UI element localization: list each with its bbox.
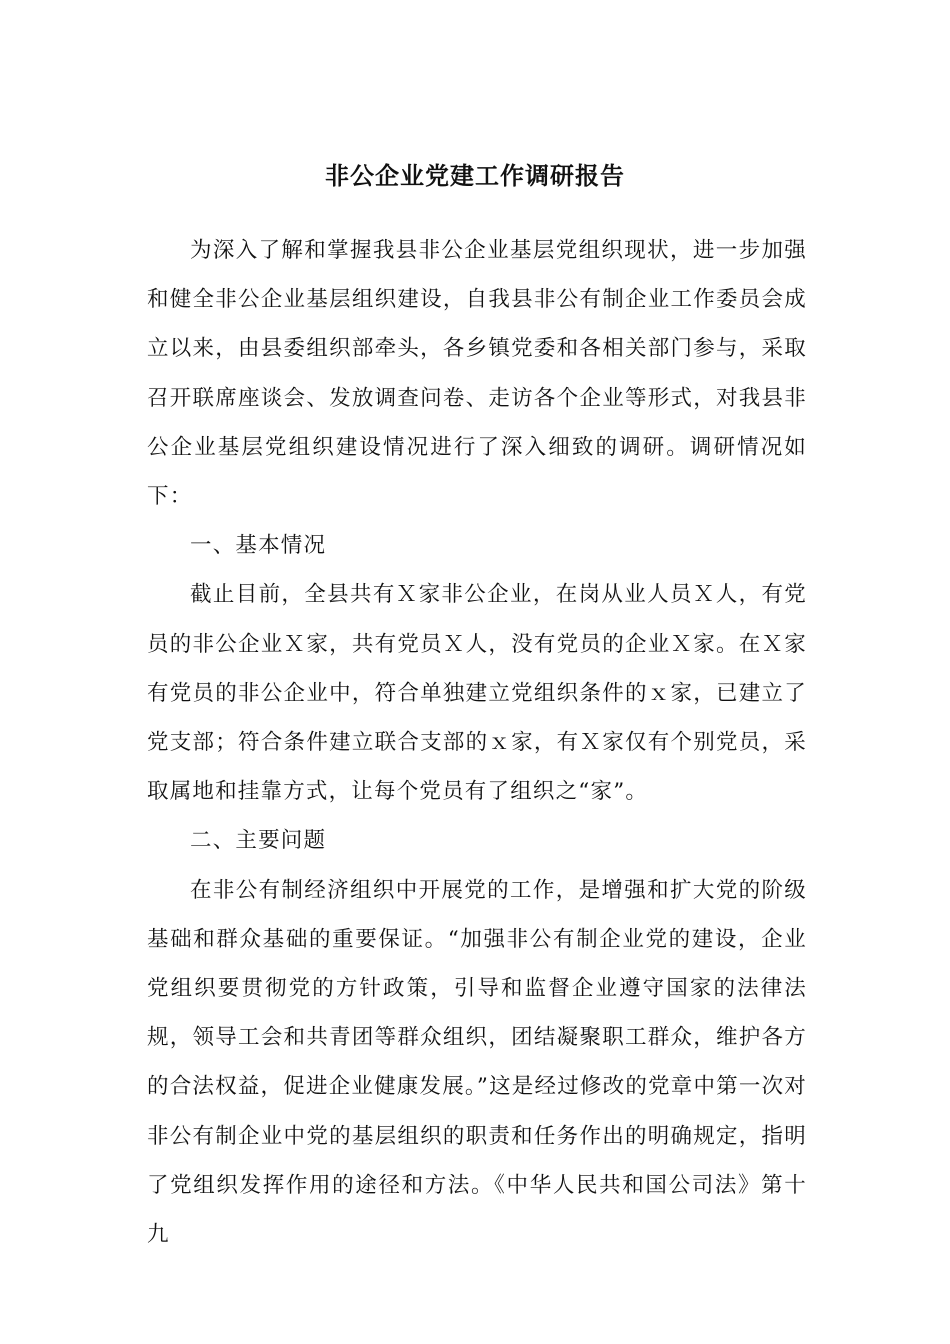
section-heading-basic-situation: 一、基本情况 (190, 533, 327, 559)
section-heading-main-problems: 二、主要问题 (190, 828, 327, 854)
document-body (147, 226, 807, 1259)
document-title: 非公企业党建工作调研报告 (325, 161, 625, 190)
main-problems-paragraph: 在非公有制经济组织中开展党的工作，是增强和扩大党的阶级基础和群众基础的重要保证。“加强非公有制企业党的建设，企业党组织要贯彻党的方针政策，引导和监督企业遵守国家的法律法规，领导工会和共青团等群众组织，团结凝聚职工群众，维护各方的合法权益，促进企业健康发展。”这是经过修改的党章中第一次对非公有制企业中党的基层组织的职责和任务作出的明确规定，指明了党组织发挥作用的途径和方法。《中华人民共和国公司法》第十九 (147, 877, 807, 1248)
basic-situation-paragraph: 截止目前，全县共有Ｘ家非公企业，在岗从业人员Ｘ人，有党员的非公企业Ｘ家，共有党员Ｘ人，没有党员的企业Ｘ家。在Ｘ家有党员的非公企业中，符合单独建立党组织条件的ｘ家，已建立了党支部；符合条件建立联合支部的ｘ家，有Ｘ家仅有个别党员，采取属地和挂靠方式，让每个党员有了组织之“家”。 (147, 582, 807, 805)
intro-paragraph: 为深入了解和掌握我县非公企业基层党组织现状，进一步加强和健全非公企业基层组织建设，自我县非公有制企业工作委员会成立以来，由县委组织部牵头，各乡镇党委和各相关部门参与，采取召开联席座谈会、发放调查问卷、走访各个企业等形式，对我县非公企业基层党组织建设情况进行了深入细致的调研。调研情况如下： (147, 238, 807, 510)
